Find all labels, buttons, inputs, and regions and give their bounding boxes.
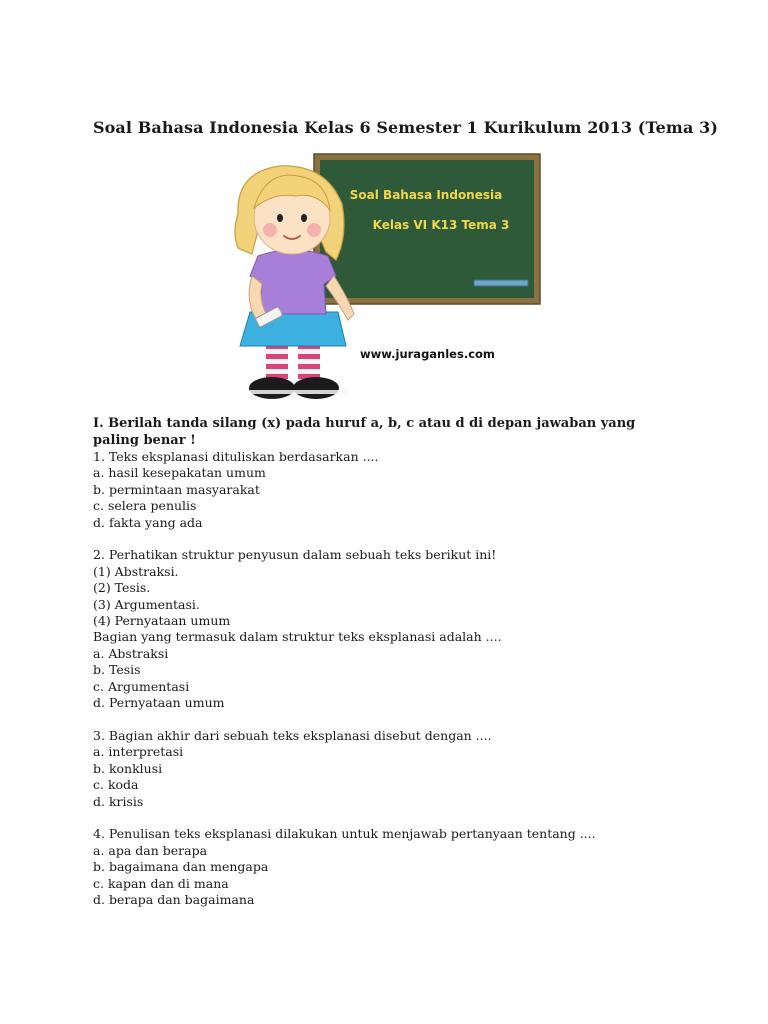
question-stem: 1. Teks eksplanasi dituliskan berdasarkan .... — [93, 449, 379, 464]
answer-option: b. Tesis — [93, 662, 141, 678]
answer-option: a. hasil kesepakatan umum — [93, 465, 266, 481]
question-stem: 4. Penulisan teks eksplanasi dilakukan untuk menjawab pertanyaan tentang .... — [93, 826, 596, 842]
question-stem: 2. Perhatikan struktur penyusun dalam sebuah teks berikut ini! — [93, 547, 497, 563]
answer-option: d. krisis — [93, 793, 144, 809]
structure-item: (1) Abstraksi. — [93, 563, 179, 579]
shirt — [250, 250, 336, 314]
structure-item: (3) Argumentasi. — [93, 596, 200, 612]
answer-option: a. apa dan berapa — [93, 842, 208, 858]
answer-option: a. interpretasi — [93, 744, 184, 760]
answer-option: c. kapan dan di mana — [93, 875, 229, 891]
right-shoe — [293, 377, 339, 399]
structure-item: (2) Tesis. — [93, 580, 151, 596]
question-section — [93, 416, 673, 908]
question-3 — [93, 728, 673, 810]
answer-option: d. berapa dan bagaimana — [93, 891, 255, 907]
section-instruction: I. Berilah tanda silang (x) pada huruf a, b, c atau d di depan jawaban yang paling benar ! — [93, 416, 636, 448]
answer-option: b. bagaimana dan mengapa — [93, 859, 269, 875]
question-stem: 3. Bagian akhir dari sebuah teks eksplanasi disebut dengan .... — [93, 727, 492, 743]
structure-item: (4) Pernyataan umum — [93, 613, 231, 629]
answer-option: c. Argumentasi — [93, 678, 190, 694]
chalkboard-subtitle: Kelas VI K13 Tema 3 — [372, 218, 510, 232]
answer-option: a. Abstraksi — [93, 645, 169, 661]
answer-option: b. permintaan masyarakat — [93, 481, 260, 497]
document-title: Soal Bahasa Indonesia Kelas 6 Semester 1 Kurikulum 2013 (Tema 3) — [93, 118, 718, 137]
answer-option: c. koda — [93, 777, 139, 793]
chalk-tray — [474, 280, 528, 286]
answer-option: b. konklusi — [93, 760, 163, 776]
website-label: www.juraganles.com — [360, 347, 495, 361]
answer-option: c. selera penulis — [93, 498, 197, 514]
question-1 — [93, 449, 673, 531]
chalkboard-title: Soal Bahasa Indonesia — [349, 188, 503, 202]
left-shoe — [249, 377, 295, 399]
answer-option: d. fakta yang ada — [93, 514, 203, 530]
answer-option: d. Pernyataan umum — [93, 695, 225, 711]
question-4 — [93, 826, 673, 908]
question-prompt: Bagian yang termasuk dalam struktur teks eksplanasi adalah .... — [93, 629, 502, 645]
question-2 — [93, 547, 673, 711]
